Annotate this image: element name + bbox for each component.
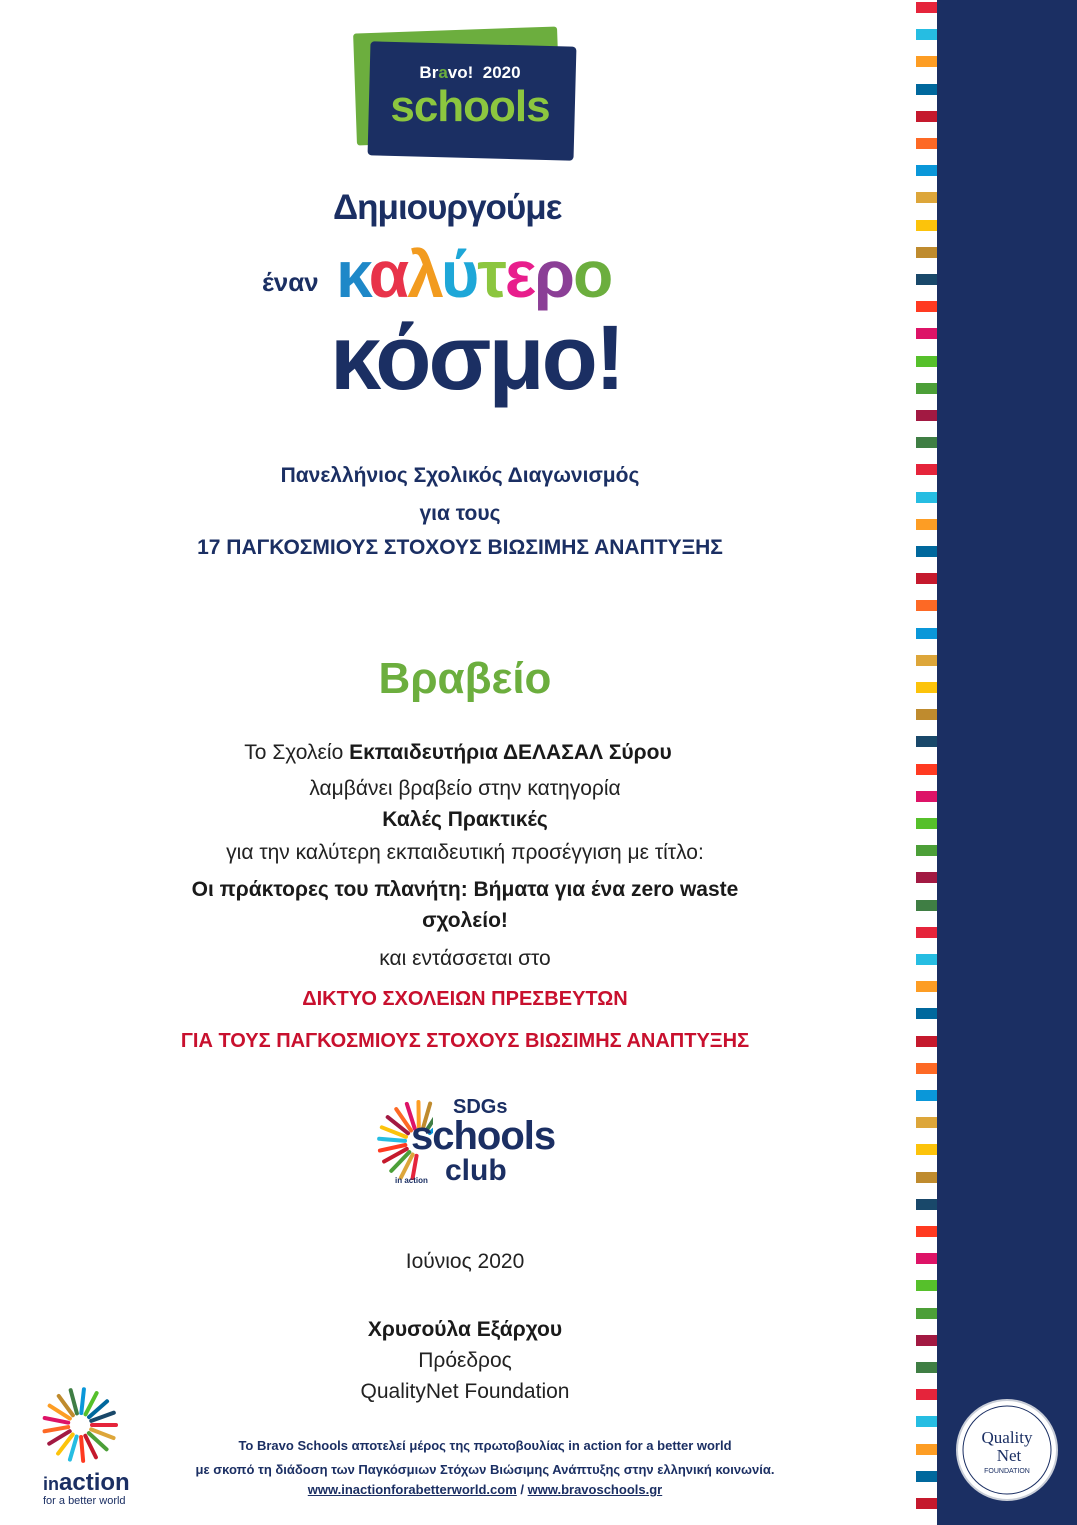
stripe-segment [916,56,937,67]
approach-line: για την καλύτερη εκπαιδευτική προσέγγιση με τίτλο: [226,841,704,864]
stripe-segment [916,1335,937,1346]
stripe-segment [916,1389,937,1400]
stripe-segment [916,1063,937,1074]
stripe-segment [916,301,937,312]
headline-letter-4: τ [477,237,505,311]
seal-line3: FOUNDATION [984,1468,1030,1475]
stripe-segment [916,1090,937,1101]
burst-ray [71,1390,77,1413]
stripe-segment [916,84,937,95]
headline-line1: Δημιουργούμε [333,188,562,227]
burst-ray [45,1418,69,1423]
stripe-segment [916,546,937,557]
stripe-segment [916,791,937,802]
date: Ιούνιος 2020 [405,1250,525,1273]
receives-line: λαμβάνει βραβείο στην κατηγορία [309,777,621,800]
network-line2: ΓΙΑ ΤΟΥΣ ΠΑΓΚΟΣΜΙΟΥΣ ΣΤΟΧΟΥΣ ΒΙΩΣΙΜΗΣ ΑΝΑΠΤΥΞΗΣ [180,1030,750,1052]
stripe-segment [916,900,937,911]
burst-ray [45,1427,69,1431]
stripe-segment [916,927,937,938]
stripe-segment [916,1036,937,1047]
headline-line3: κόσμο! [330,307,623,409]
stripe-segment [916,519,937,530]
stripe-segment [916,220,937,231]
burst-ray [379,1139,405,1141]
inaction-logo [38,1385,148,1510]
stripe-segment [916,29,937,40]
headline-letter-1: α [368,237,408,311]
bravoschools-website-link[interactable]: www.bravoschools.gr [527,1482,663,1497]
subtitle-line3: 17 ΠΑΓΚΟΣΜΙΟΥΣ ΣΤΟΧΟΥΣ ΒΙΩΣΙΜΗΣ ΑΝΑΠΤΥΞΗΣ [197,536,723,559]
stripe-segment [916,655,937,666]
stripe-segment [916,1444,937,1455]
stripe-segment [916,247,937,258]
sdg-logo-bottom: club [445,1154,507,1187]
burst-ray [81,1437,83,1461]
stripe-segment [916,818,937,829]
stripe-segment [916,600,937,611]
burst-ray [81,1389,84,1413]
stripe-segment [916,165,937,176]
navy-side-band [937,0,1077,1525]
project-title-line1: Οι πράκτορες του πλανήτη: Βήματα για ένα zero waste [191,878,739,901]
bravo-schools-logo [355,30,577,160]
school-line: Το Σχολείο Εκπαιδευτήρια ΔΕΛΑΣΑΛ Σύρου [244,741,672,764]
signatory-name: Χρυσούλα Εξάρχου [367,1318,563,1341]
stripe-segment [916,356,937,367]
award-title: Βραβείο [378,654,552,703]
stripe-segment [916,1144,937,1155]
stripe-segment [916,437,937,448]
signatory-role: Πρόεδρος [418,1349,512,1372]
stripe-segment [916,981,937,992]
project-title-line2: σχολείο! [422,909,508,932]
sdg-logo-tag: in action [395,1176,428,1185]
stripe-segment [916,845,937,856]
stripe-segment [916,192,937,203]
stripe-segment [916,628,937,639]
footer-links: www.inactionforabetterworld.com / www.bravoschools.gr [307,1482,663,1497]
logo-word: schools [390,82,550,131]
stripe-segment [916,1226,937,1237]
headline-colored-word [336,236,611,312]
stripe-segment [916,464,937,475]
subtitle-line1: Πανελλήνιος Σχολικός Διαγωνισμός [280,464,640,487]
headline-letter-7: ο [572,237,612,311]
subtitle-line2: για τους [419,502,501,525]
stripe-segment [916,111,937,122]
headline-letter-3: ύ [440,237,478,311]
joins-line: και εντάσσεται στο [379,947,551,970]
seal-line2: Net [996,1446,1022,1465]
stripe-segment [916,1471,937,1482]
inaction-wordmark: inaction [43,1469,130,1496]
headline-letter-5: ε [504,237,535,311]
stripe-segment [916,1117,937,1128]
inaction-website-link[interactable]: www.inactionforabetterworld.com [307,1482,517,1497]
headline-line2-prefix: έναν [262,267,319,297]
stripe-segment [916,410,937,421]
category-line: Καλές Πρακτικές [382,808,548,831]
stripe-segment [916,1280,937,1291]
stripe-segment [916,1008,937,1019]
footer-line2: με σκοπό τη διάδοση των Παγκόσμιων Στόχων Βιώσιμης Ανάπτυξης στην ελληνική κοινωνία. [195,1462,775,1477]
stripe-segment [916,682,937,693]
qualitynet-seal [955,1398,1059,1502]
stripe-segment [916,1416,937,1427]
stripe-segment [916,274,937,285]
stripe-segment [916,1362,937,1373]
stripe-segment [916,1199,937,1210]
inaction-tagline: for a better world [43,1495,126,1507]
stripe-segment [916,1172,937,1183]
stripe-segment [916,328,937,339]
sdg-schools-club-logo [373,1090,563,1190]
stripe-segment [916,764,937,775]
signatory-org: QualityNet Foundation [360,1380,570,1403]
network-line1: ΔΙΚΤΥΟ ΣΧΟΛΕΙΩΝ ΠΡΕΣΒΕΥΤΩΝ [302,988,628,1010]
stripe-segment [916,736,937,747]
footer-line1: Το Bravo Schools αποτελεί μέρος της πρωτοβουλίας in action for a better world [238,1438,732,1453]
stripe-segment [916,1498,937,1509]
sdg-logo-middle: schools [411,1114,556,1158]
inaction-burst-icon [40,1385,120,1465]
seal-line1: Quality [981,1428,1033,1447]
headline-letter-6: ρ [534,237,573,311]
stripe-segment [916,383,937,394]
logo-brand-line: Bravo! 2020 [419,63,521,82]
stripe-segment [916,2,937,13]
stripe-segment [916,1308,937,1319]
stripe-segment [916,138,937,149]
headline-letter-2: λ [407,237,441,311]
headline-letter-0: κ [336,237,369,311]
stripe-segment [916,1253,937,1264]
stripe-segment [916,954,937,965]
stripe-segment [916,573,937,584]
stripe-segment [916,872,937,883]
sdg-color-stripes [916,0,937,1525]
stripe-segment [916,709,937,720]
sdg-logo-top: SDGs [453,1096,508,1118]
stripe-segment [916,492,937,503]
